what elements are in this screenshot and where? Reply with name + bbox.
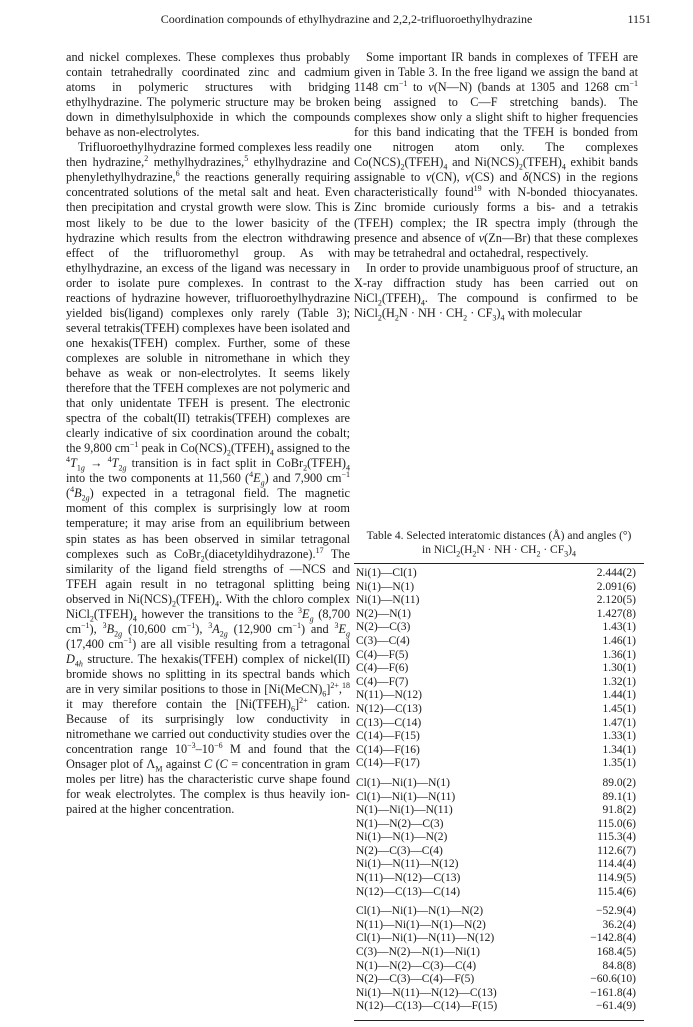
- table-cell-value: 89.0(2): [602, 776, 636, 789]
- table-cell-value: 2.120(5): [596, 594, 636, 607]
- table-cell-value: 168.4(5): [596, 946, 636, 959]
- left_column-paragraph: Trifluoroethylhydrazine formed complexes less readily then hydrazine,$^2$ methylhydrazines,$^5$ ethylhydrazine and phenylethylhydrazine,$^6$ the reactions generally requiring concentrated solutions of the metal salt and heat. Even then precipitation and crystal growth were slow. This is most likely to be due to the lower basicity of the hydrazine which results from the electron withdrawing effect of the trifluoromethyl group. As with ethylhydrazine, an excess of the ligand was necessary in order to isolate pure complexes. In contrast to the reactions of hydrazine however, trifluoroethylhydrazine yielded bis(ligand) complexes only rarely (Table 3); several tetrakis(TFEH) complexes have been isolated and one hexakis(TFEH) complex. Further, some of these complexes are soluble in nitromethane in which they behave as weak or non-electrolytes. It seems likely therefore that the TFEH complexes are not polymeric and that only unidentate TFEH is present. The electronic spectra of the cobalt(II) tetrakis(TFEH) complexes are clearly indicative of six coordination around the cobalt; the 9,800 $cm^{-1}$ peak in $Co(NCS)_2(TFEH)_4$ assigned to the $^4T_{1g} \to ^4T_{2g}$ transition is in fact split in $CoBr_2(TFEH)_4$ into the two components at 11,560 $(^4E_g)$ and 7,900 $cm^{-1}$ $(^4B_{2g})$ expected in a tetragonal field. The magnetic moment of this complex is surprisingly low at room temperature; it may arise from an equilibrium between spin states as has been observed in similar tetragonal complexes such as CoBr$_2$(diacetyldihydrazone).$^{17}$ The similarity of the ligand field strengths of —NCS and TFEH again result in no tetragonal splitting being observed in $Ni(NCS)_2(TFEH)_4$. With the chloro complex $NiCl_2(TFEH)_4$ however the transitions to the $^3E_g$ (8,700 $cm^{-1}$), $^3B_{2g}$ (10,600 $cm^{-1}$), $^3A_{2g}$ (12,900 $cm^{-1}$) and $^3E_g$ (17,400 $cm^{-1}$) are all visible resulting from a tetragonal $D_{4h}$ structure. The hexakis(TFEH) complex of nickel(II) bromide shows no splitting in its spectral bands which are in very similar positions to those in $[Ni(MeCN)_6]^{2+},^{18}$ it may therefore contain the $[Ni(TFEH)_6]^{2+}$ cation. Because of its surprisingly low conductivity in nitromethane we carried out conductivity studies over the concentration range $10^{-3}-10^{-6}$ M and found that the Onsager plot of $\Lambda_M$ against C (C = concentration in gram moles per litre) has the characteristic curve shape found for weak electrolytes. The complex is thus heavily ion-paired at the higher concentration.: [66, 140, 350, 817]
- table-cell-value: −60.6(10): [590, 973, 636, 986]
- table-cell-value: 1.43(1): [602, 621, 636, 634]
- table-row: [354, 845, 644, 859]
- table-cell-value: −142.8(4): [590, 932, 636, 945]
- table-cell-atoms: C(3)—C(4): [356, 634, 410, 647]
- table-row: [354, 649, 644, 663]
- table-cell-value: 1.32(1): [602, 675, 636, 688]
- table-cell-atoms: Ni(1)—N(11)—N(12)—C(13): [356, 986, 497, 999]
- table-row: [354, 919, 644, 933]
- table-cell-value: 1.45(1): [602, 702, 636, 715]
- table-row: [354, 886, 644, 900]
- table-row: [354, 1000, 644, 1014]
- table-row: [354, 662, 644, 676]
- right_column-paragraph: In order to provide unambiguous proof of structure, an X-ray diffraction study has been carried out on $NiCl_2(TFEH)_4$. The compound is confirmed to be $NiCl_2(H_2N$ · NH · $CH_2 \cdot CF_3)_4$ with molecular: [354, 260, 638, 323]
- table-cell-atoms: C(14)—F(17): [356, 757, 420, 770]
- table-row: [354, 831, 644, 845]
- left_column-paragraph: and nickel complexes. These complexes thus probably contain tetrahedrally coordinated zinc and cadmium atoms in polymeric structures with bridging ethylhydrazine. The polymeric structure may be broken down in dimethylsulphoxide in which the compounds behave as non-electrolytes.: [66, 50, 350, 140]
- table-cell-value: −61.4(9): [595, 1000, 636, 1013]
- table-row: [354, 818, 644, 832]
- table-caption-line1: Table 4. Selected interatomic distances (Å) and angles (°): [366, 530, 632, 542]
- table-cell-atoms: Ni(1)—N(1)—N(2): [356, 831, 448, 844]
- table-row: [354, 905, 644, 919]
- table-row: [354, 987, 644, 1001]
- page-number: 1151: [627, 12, 651, 26]
- running-title: Coordination compounds of ethylhydrazine and 2,2,2-trifluoroethylhydrazine: [160, 12, 533, 26]
- table-cell-value: 89.1(1): [602, 790, 636, 803]
- table-group: [354, 905, 644, 1014]
- table-cell-value: 114.9(5): [597, 872, 636, 885]
- table-cell-value: 91.8(2): [602, 804, 636, 817]
- table-cell-atoms: C(14)—F(15): [356, 730, 420, 743]
- table-cell-atoms: N(11)—N(12): [356, 689, 423, 702]
- table-row: [354, 703, 644, 717]
- table-cell-value: 36.2(4): [602, 918, 636, 931]
- table-row: [354, 567, 644, 581]
- table-cell-atoms: Ni(1)—N(11): [356, 594, 420, 607]
- table-cell-value: 1.33(1): [602, 730, 636, 743]
- table-cell-value: 1.35(1): [602, 757, 636, 770]
- table-cell-atoms: N(2)—N(1): [356, 607, 411, 620]
- table-cell-value: 115.0(6): [597, 817, 636, 830]
- table-group: [354, 777, 644, 899]
- table-caption: [354, 529, 644, 557]
- table-cell-value: 84.8(8): [602, 959, 636, 972]
- table-row: [354, 872, 644, 886]
- table-cell-atoms: Cl(1)—Ni(1)—N(1): [356, 776, 450, 789]
- table-row: [354, 791, 644, 805]
- table-row: [354, 635, 644, 649]
- page-header: [0, 12, 693, 30]
- table-row: [354, 730, 644, 744]
- table-cell-atoms: C(3)—N(2)—N(1)—Ni(1): [356, 946, 480, 959]
- table-group: [354, 567, 644, 771]
- table-cell-atoms: Ni(1)—N(11)—N(12): [356, 858, 459, 871]
- table-cell-value: 2.091(6): [596, 580, 636, 593]
- table-cell-atoms: Cl(1)—Ni(1)—N(11)—N(12): [356, 932, 495, 945]
- table-cell-atoms: C(4)—F(6): [356, 662, 409, 675]
- table-cell-value: 1.36(1): [602, 648, 636, 661]
- table-cell-atoms: N(12)—C(13)—C(14)—F(15): [356, 1000, 498, 1013]
- table-cell-atoms: C(4)—F(7): [356, 675, 409, 688]
- table-cell-value: −161.8(4): [590, 986, 636, 999]
- left-column: [66, 50, 350, 970]
- table-cell-atoms: C(4)—F(5): [356, 648, 409, 661]
- table-row: [354, 946, 644, 960]
- table-cell-value: 114.4(4): [597, 858, 636, 871]
- table-row: [354, 581, 644, 595]
- table-row: [354, 777, 644, 791]
- table-4: [354, 529, 644, 1021]
- table-cell-atoms: Ni(1)—Cl(1): [356, 567, 417, 579]
- table-cell-atoms: Cl(1)—Ni(1)—N(11): [356, 790, 456, 803]
- table-row: [354, 757, 644, 771]
- table-row: [354, 608, 644, 622]
- table-cell-atoms: N(1)—N(2)—C(3): [356, 817, 444, 830]
- table-cell-atoms: N(2)—C(3)—C(4): [356, 844, 443, 857]
- table-row: [354, 676, 644, 690]
- table-row: [354, 858, 644, 872]
- table-cell-value: 115.3(4): [597, 831, 636, 844]
- table-cell-value: 1.44(1): [602, 689, 636, 702]
- table-cell-atoms: N(12)—C(13)—C(14): [356, 885, 461, 898]
- table-cell-atoms: C(13)—C(14): [356, 716, 422, 729]
- table-row: [354, 932, 644, 946]
- table-cell-atoms: C(14)—F(16): [356, 743, 420, 756]
- table-row: [354, 594, 644, 608]
- table-cell-atoms: N(1)—N(2)—C(3)—C(4): [356, 959, 477, 972]
- table-row: [354, 804, 644, 818]
- table-cell-atoms: N(2)—C(3): [356, 621, 411, 634]
- table-top-rule: [354, 563, 644, 564]
- table-row: [354, 689, 644, 703]
- table-row: [354, 621, 644, 635]
- table-cell-atoms: Ni(1)—N(1): [356, 580, 415, 593]
- table-cell-atoms: Cl(1)—Ni(1)—N(1)—N(2): [356, 905, 484, 918]
- right-column: [354, 50, 638, 520]
- table-cell-value: 2.444(2): [596, 567, 636, 579]
- table-cell-value: 1.47(1): [602, 716, 636, 729]
- table-cell-value: 1.30(1): [602, 662, 636, 675]
- right_column-paragraph: Some important IR bands in complexes of TFEH are given in Table 3. In the free ligand we assign the band at 1148 $cm^{-1}$ to ν(N—N) (bands at 1305 and 1268 $cm^{-1}$ being assigned to C—F stretching bands). The complexes show only a slight shift to higher frequencies for this band indicating that the TFEH is bonded from one nitrogen atom only. The complexes $Co(NCS)_2(TFEH)_4$ and $Ni(NCS)_2(TFEH)_4$ exhibit bands assignable to ν(CN), ν(CS) and δ(NCS) in the regions characteristically found$^{19}$ with N-bonded thiocyanates. Zinc bromide curiously forms a bis- and a tetrakis (TFEH) complex; the IR spectra imply (through the presence and absence of ν(Zn—Br) that these complexes may be tetrahedral and octahedral, respectively.: [354, 50, 638, 260]
- table-cell-atoms: N(2)—C(3)—C(4)—F(5): [356, 973, 475, 986]
- table-cell-value: 115.4(6): [597, 885, 636, 898]
- table-cell-value: 1.34(1): [602, 743, 636, 756]
- table-cell-atoms: N(11)—Ni(1)—N(1)—N(2): [356, 918, 486, 931]
- table-row: [354, 717, 644, 731]
- table-row: [354, 973, 644, 987]
- table-cell-atoms: N(12)—C(13): [356, 702, 422, 715]
- table-row: [354, 744, 644, 758]
- table-cell-atoms: N(1)—Ni(1)—N(11): [356, 804, 453, 817]
- table-cell-value: 112.6(7): [597, 844, 636, 857]
- table-bottom-rule: [354, 1020, 644, 1021]
- table-cell-atoms: N(11)—N(12)—C(13): [356, 872, 461, 885]
- table-body: [354, 567, 644, 1014]
- table-cell-value: 1.427(8): [596, 607, 636, 620]
- table-row: [354, 960, 644, 974]
- table-cell-value: 1.46(1): [602, 634, 636, 647]
- table-cell-value: −52.9(4): [595, 905, 636, 918]
- table-caption-line2: in $NiCl_2(H_2N$ · NH · $CH_2 \cdot CF_3)_4$: [422, 544, 576, 559]
